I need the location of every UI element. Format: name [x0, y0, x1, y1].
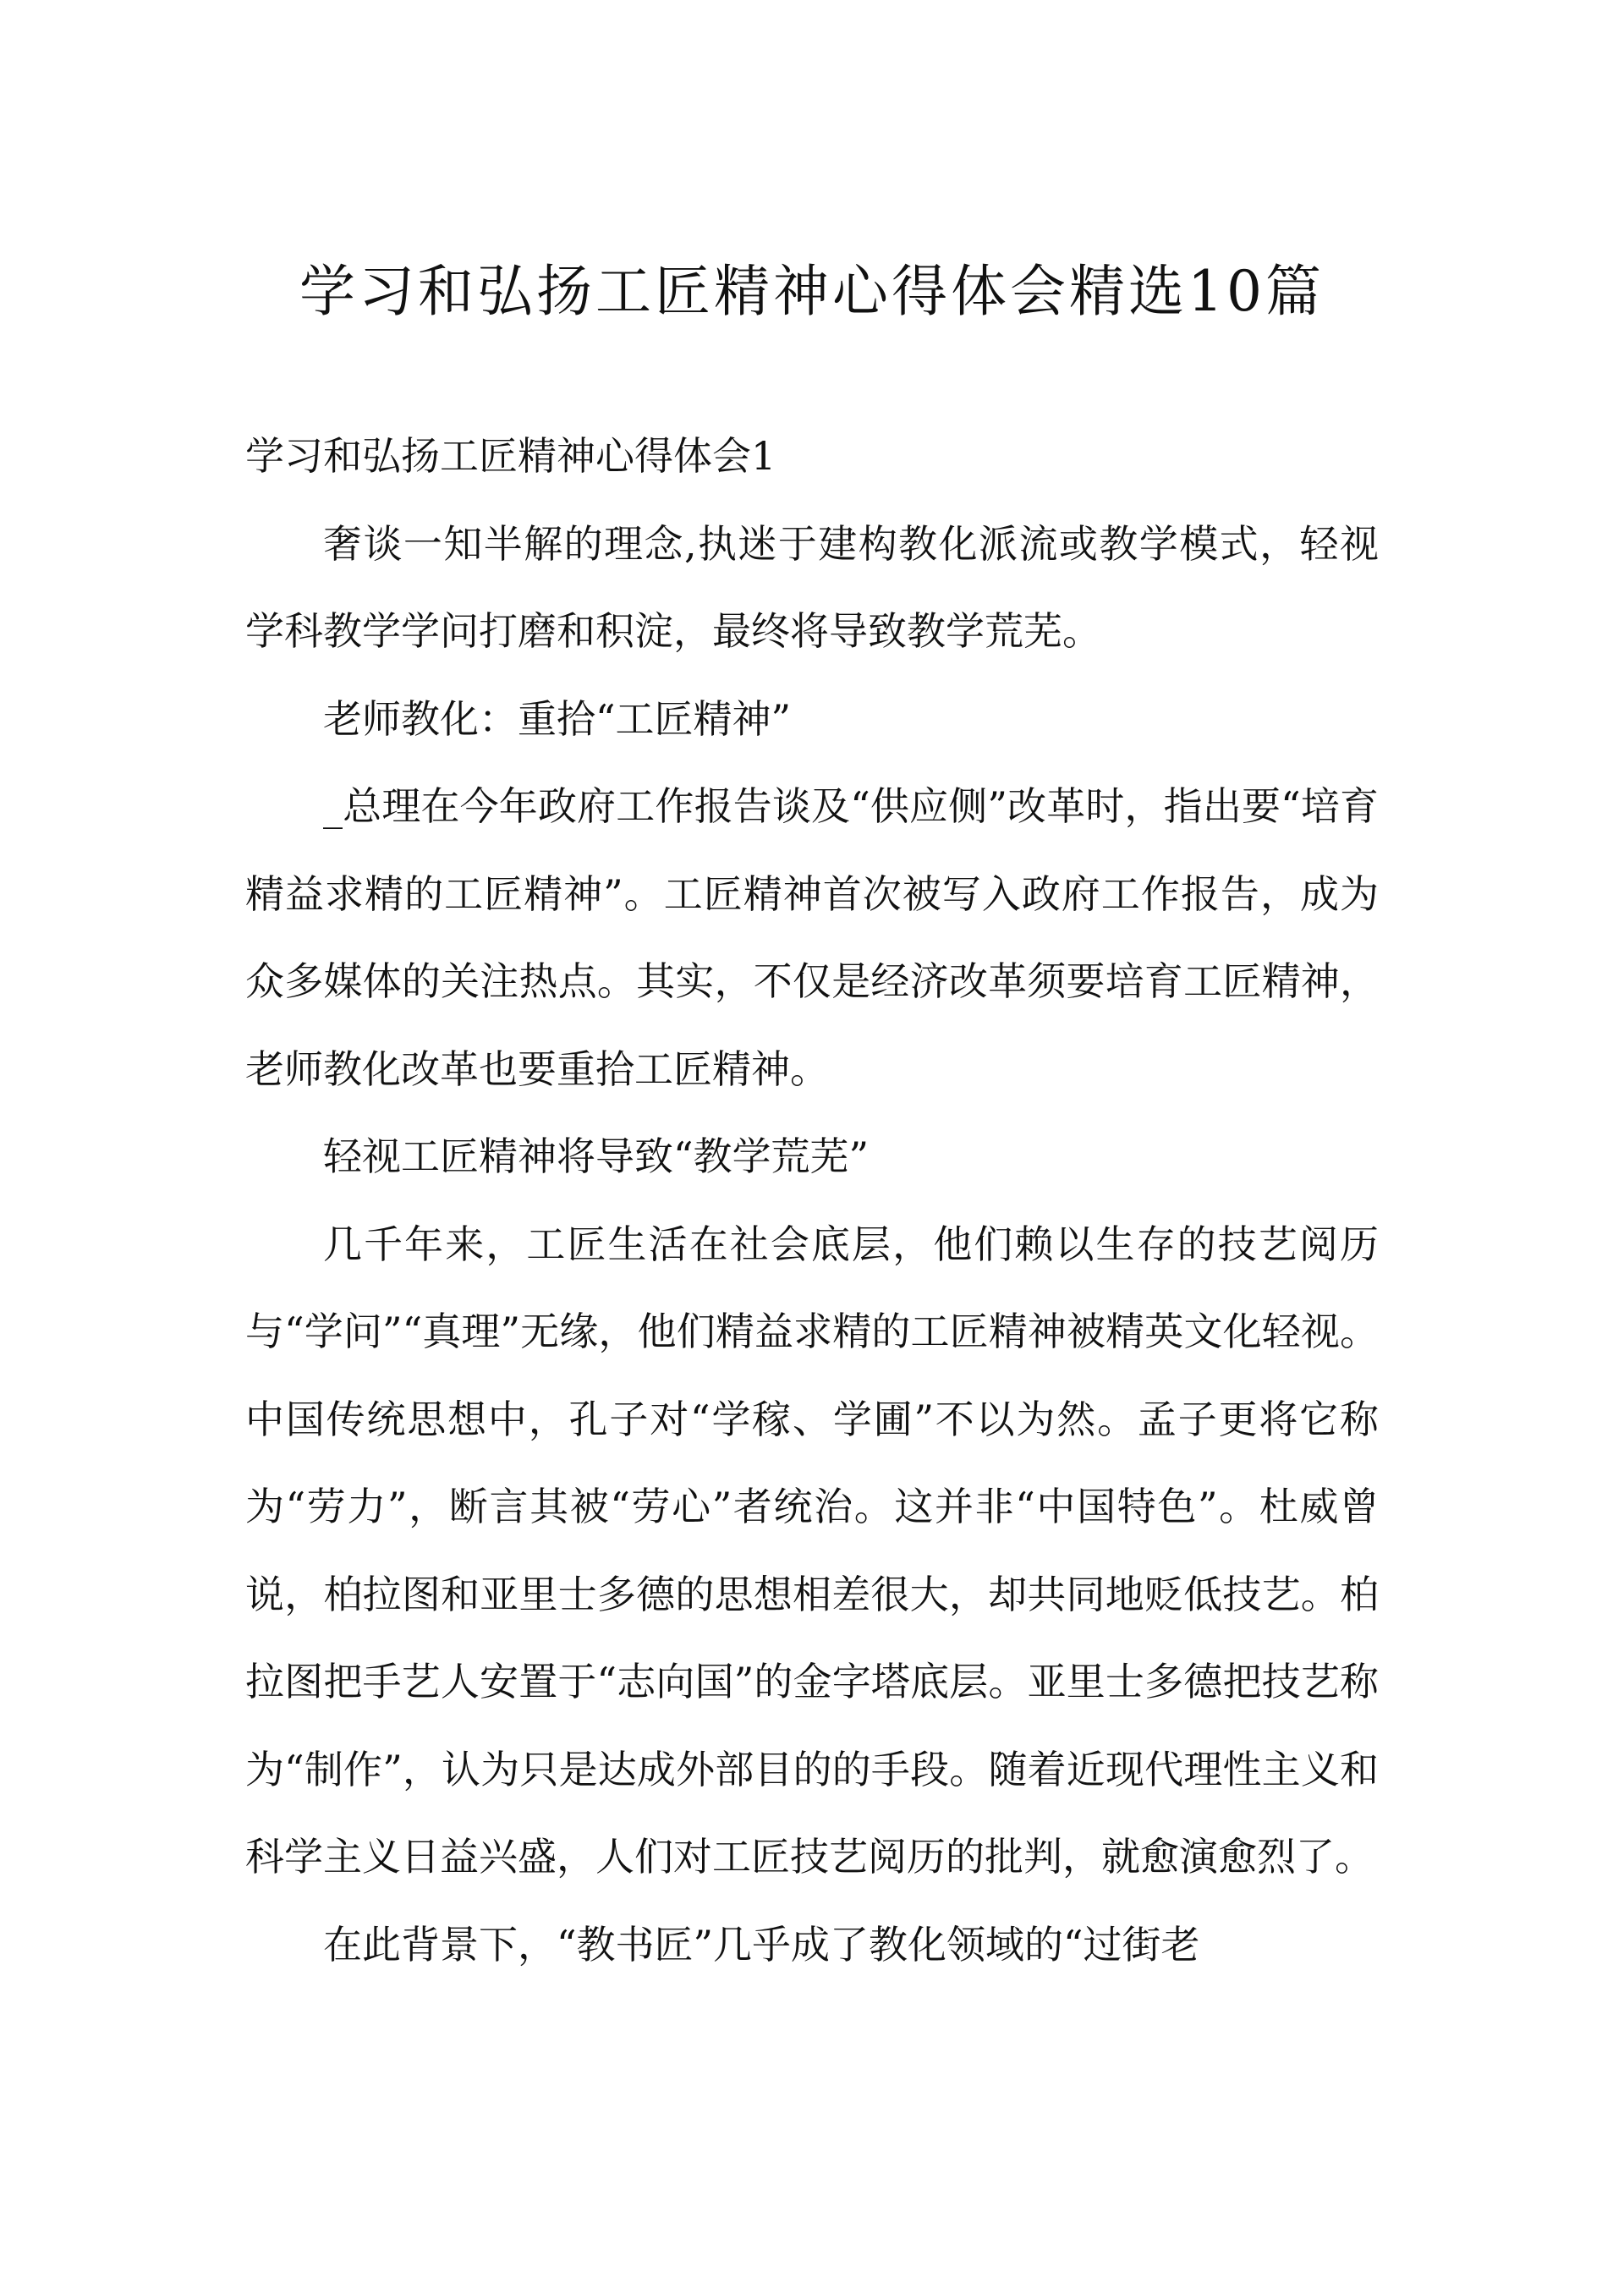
- document-title: 学习和弘扬工匠精神心得体会精选10篇: [299, 259, 1325, 324]
- paragraph: _总理在今年政府工作报告谈及“供应侧”改革时，指出要“培育精益求精的工匠精神”。工匠精神首次被写入政府工作报告，成为众多媒体的关注热点。其实，不仅是经济改革须要培育工匠精神，老师教化改革也要重拾工匠精神。: [245, 783, 1379, 1092]
- paragraph: 奢谈一知半解的理念,执迷于建构教化派流或教学模式，轻视学科教学学问打磨和积淀，最终将导致教学荒芜。: [245, 520, 1379, 654]
- subheading: 老师教化：重拾“工匠精神”: [323, 695, 792, 742]
- paragraph: 几千年来，工匠生活在社会底层，他们赖以生存的技艺阅历与“学问”“真理”无缘，他们精益求精的工匠精神被精英文化轻视。中国传统思想中，孔子对“学稼、学圃”不以为然。孟子更将它称为“劳力”，断言其被“劳心”者统治。这并非“中国特色”。杜威曾说，柏拉图和亚里士多德的思想相差很大，却共同地贬低技艺。柏拉图把手艺人安置于“志向国”的金字塔底层。亚里士多德把技艺称为“制作”，认为只是达成外部目的的手段。随着近现代理性主义和科学主义日益兴盛，人们对工匠技艺阅历的批判，就愈演愈烈了。: [245, 1221, 1379, 1880]
- section-heading: 学习和弘扬工匠精神心得体会1: [245, 433, 776, 479]
- document-body: [245, 413, 1379, 1989]
- subheading: 轻视工匠精神将导致“教学荒芜”: [323, 1133, 870, 1179]
- paragraph: 在此背景下，“教书匠”几乎成了教化领域的“过街老: [323, 1921, 1200, 1967]
